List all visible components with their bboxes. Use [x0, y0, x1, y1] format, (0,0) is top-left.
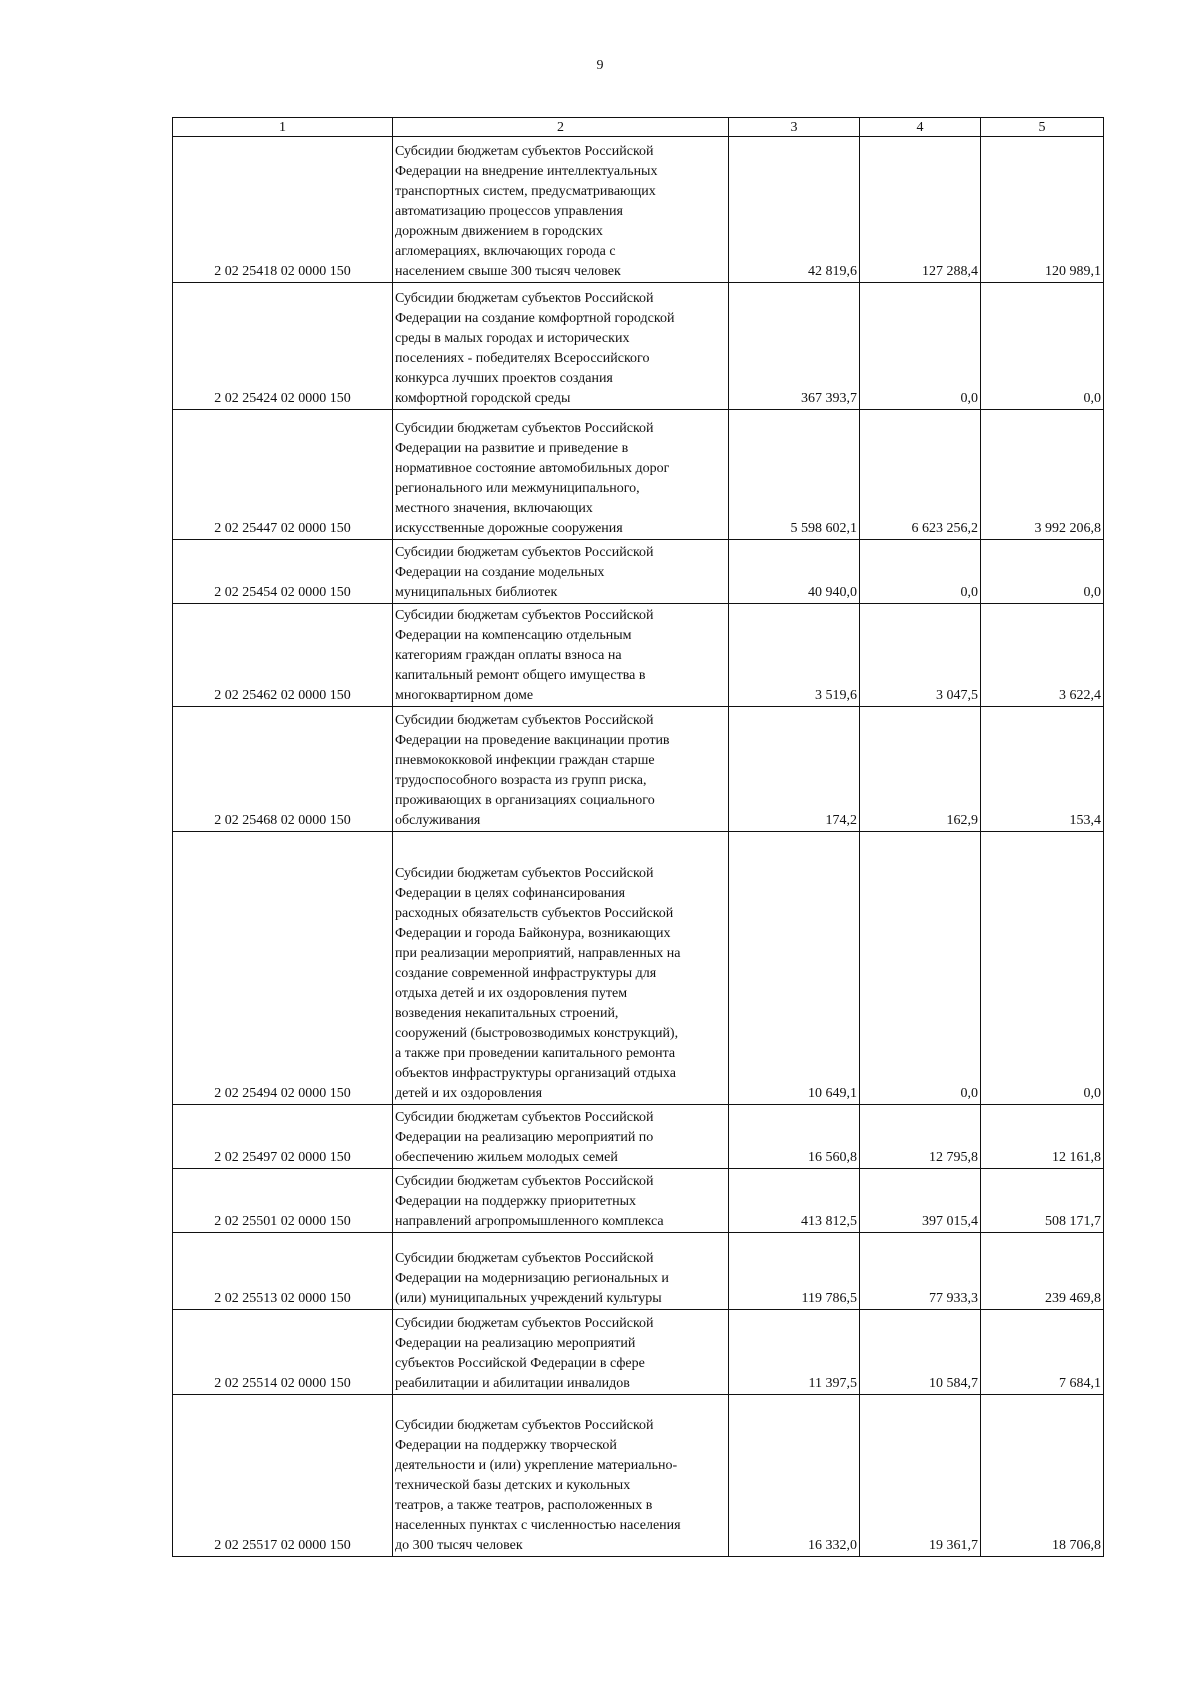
table-row [173, 832, 1104, 1105]
value-col-4: 19 361,7 [860, 1395, 981, 1557]
table-row [173, 410, 1104, 540]
column-header-3: 3 [729, 118, 860, 137]
value-col-3: 40 940,0 [729, 540, 860, 604]
value-col-3: 174,2 [729, 707, 860, 832]
table-row [173, 137, 1104, 283]
budget-code: 2 02 25517 02 0000 150 [173, 1395, 393, 1557]
budget-code: 2 02 25513 02 0000 150 [173, 1233, 393, 1310]
value-col-4: 3 047,5 [860, 604, 981, 707]
subsidy-description: Субсидии бюджетам субъектов Российской Федерации на создание модельных муниципальных библиотек [393, 540, 729, 604]
subsidy-description: Субсидии бюджетам субъектов Российской Федерации на развитие и приведение в нормативное состояние автомобильных дорог регионального или межмуниципального, местного значения, включающих искусственные дорожные сооружения [393, 410, 729, 540]
value-col-4: 397 015,4 [860, 1169, 981, 1233]
budget-code: 2 02 25418 02 0000 150 [173, 137, 393, 283]
value-col-4: 77 933,3 [860, 1233, 981, 1310]
header-row [173, 118, 1104, 137]
value-col-5: 153,4 [981, 707, 1104, 832]
budget-code: 2 02 25462 02 0000 150 [173, 604, 393, 707]
subsidy-description: Субсидии бюджетам субъектов Российской Федерации в целях софинансирования расходных обязательств субъектов Российской Федерации и города Байконура, возникающих при реализации мероприятий, направленных на создание современной инфраструктуры для отдыха детей и их оздоровления путем возведения некапитальных строений, сооружений (быстровозводимых конструкций), а также при проведении капитального ремонта объектов инфраструктуры организаций отдыха детей и их оздоровления [393, 832, 729, 1105]
table-row [173, 1105, 1104, 1169]
column-header-5: 5 [981, 118, 1104, 137]
value-col-4: 0,0 [860, 832, 981, 1105]
value-col-5: 7 684,1 [981, 1310, 1104, 1395]
subsidy-description: Субсидии бюджетам субъектов Российской Федерации на поддержку творческой деятельности и (или) укрепление материально- технической базы детских и кукольных театров, а также театров, расположенных в населенных пунктах с численностью населения до 300 тысяч человек [393, 1395, 729, 1557]
budget-code: 2 02 25468 02 0000 150 [173, 707, 393, 832]
subsidy-description: Субсидии бюджетам субъектов Российской Федерации на создание комфортной городской среды в малых городах и исторических поселениях - победителях Всероссийского конкурса лучших проектов создания комфортной городской среды [393, 283, 729, 410]
table-row [173, 1169, 1104, 1233]
value-col-3: 413 812,5 [729, 1169, 860, 1233]
value-col-3: 16 332,0 [729, 1395, 860, 1557]
subsidy-description: Субсидии бюджетам субъектов Российской Федерации на реализацию мероприятий субъектов Российской Федерации в сфере реабилитации и абилитации инвалидов [393, 1310, 729, 1395]
value-col-5: 3 622,4 [981, 604, 1104, 707]
table-body [173, 137, 1104, 1557]
subsidy-description: Субсидии бюджетам субъектов Российской Федерации на модернизацию региональных и (или) муниципальных учреждений культуры [393, 1233, 729, 1310]
value-col-5: 12 161,8 [981, 1105, 1104, 1169]
value-col-3: 119 786,5 [729, 1233, 860, 1310]
budget-code: 2 02 25514 02 0000 150 [173, 1310, 393, 1395]
table-row [173, 1310, 1104, 1395]
budget-table [172, 117, 1104, 1557]
budget-code: 2 02 25424 02 0000 150 [173, 283, 393, 410]
budget-code: 2 02 25501 02 0000 150 [173, 1169, 393, 1233]
value-col-3: 11 397,5 [729, 1310, 860, 1395]
value-col-5: 3 992 206,8 [981, 410, 1104, 540]
table-header [173, 118, 1104, 137]
table-row [173, 540, 1104, 604]
table-row [173, 707, 1104, 832]
value-col-3: 42 819,6 [729, 137, 860, 283]
budget-code: 2 02 25497 02 0000 150 [173, 1105, 393, 1169]
budget-code: 2 02 25494 02 0000 150 [173, 832, 393, 1105]
subsidy-description: Субсидии бюджетам субъектов Российской Федерации на компенсацию отдельным категориям граждан оплаты взноса на капитальный ремонт общего имущества в многоквартирном доме [393, 604, 729, 707]
value-col-4: 10 584,7 [860, 1310, 981, 1395]
page-number: 9 [596, 58, 604, 73]
value-col-4: 6 623 256,2 [860, 410, 981, 540]
value-col-5: 120 989,1 [981, 137, 1104, 283]
table-row [173, 1233, 1104, 1310]
subsidy-description: Субсидии бюджетам субъектов Российской Федерации на реализацию мероприятий по обеспечению жильем молодых семей [393, 1105, 729, 1169]
value-col-5: 0,0 [981, 540, 1104, 604]
column-header-4: 4 [860, 118, 981, 137]
value-col-4: 12 795,8 [860, 1105, 981, 1169]
value-col-3: 10 649,1 [729, 832, 860, 1105]
subsidy-description: Субсидии бюджетам субъектов Российской Федерации на проведение вакцинации против пневмококковой инфекции граждан старше трудоспособного возраста из групп риска, проживающих в организациях социального обслуживания [393, 707, 729, 832]
value-col-4: 0,0 [860, 283, 981, 410]
value-col-5: 0,0 [981, 283, 1104, 410]
value-col-3: 3 519,6 [729, 604, 860, 707]
value-col-5: 18 706,8 [981, 1395, 1104, 1557]
table-row [173, 604, 1104, 707]
value-col-3: 367 393,7 [729, 283, 860, 410]
value-col-4: 127 288,4 [860, 137, 981, 283]
column-header-2: 2 [393, 118, 729, 137]
value-col-5: 239 469,8 [981, 1233, 1104, 1310]
value-col-5: 508 171,7 [981, 1169, 1104, 1233]
budget-code: 2 02 25447 02 0000 150 [173, 410, 393, 540]
table-row [173, 283, 1104, 410]
budget-code: 2 02 25454 02 0000 150 [173, 540, 393, 604]
value-col-5: 0,0 [981, 832, 1104, 1105]
subsidy-description: Субсидии бюджетам субъектов Российской Федерации на внедрение интеллектуальных транспортных систем, предусматривающих автоматизацию процессов управления дорожным движением в городских агломерациях, включающих города с населением свыше 300 тысяч человек [393, 137, 729, 283]
subsidy-description: Субсидии бюджетам субъектов Российской Федерации на поддержку приоритетных направлений агропромышленного комплекса [393, 1169, 729, 1233]
table-row [173, 1395, 1104, 1557]
value-col-4: 162,9 [860, 707, 981, 832]
value-col-3: 5 598 602,1 [729, 410, 860, 540]
value-col-4: 0,0 [860, 540, 981, 604]
column-header-1: 1 [173, 118, 393, 137]
value-col-3: 16 560,8 [729, 1105, 860, 1169]
